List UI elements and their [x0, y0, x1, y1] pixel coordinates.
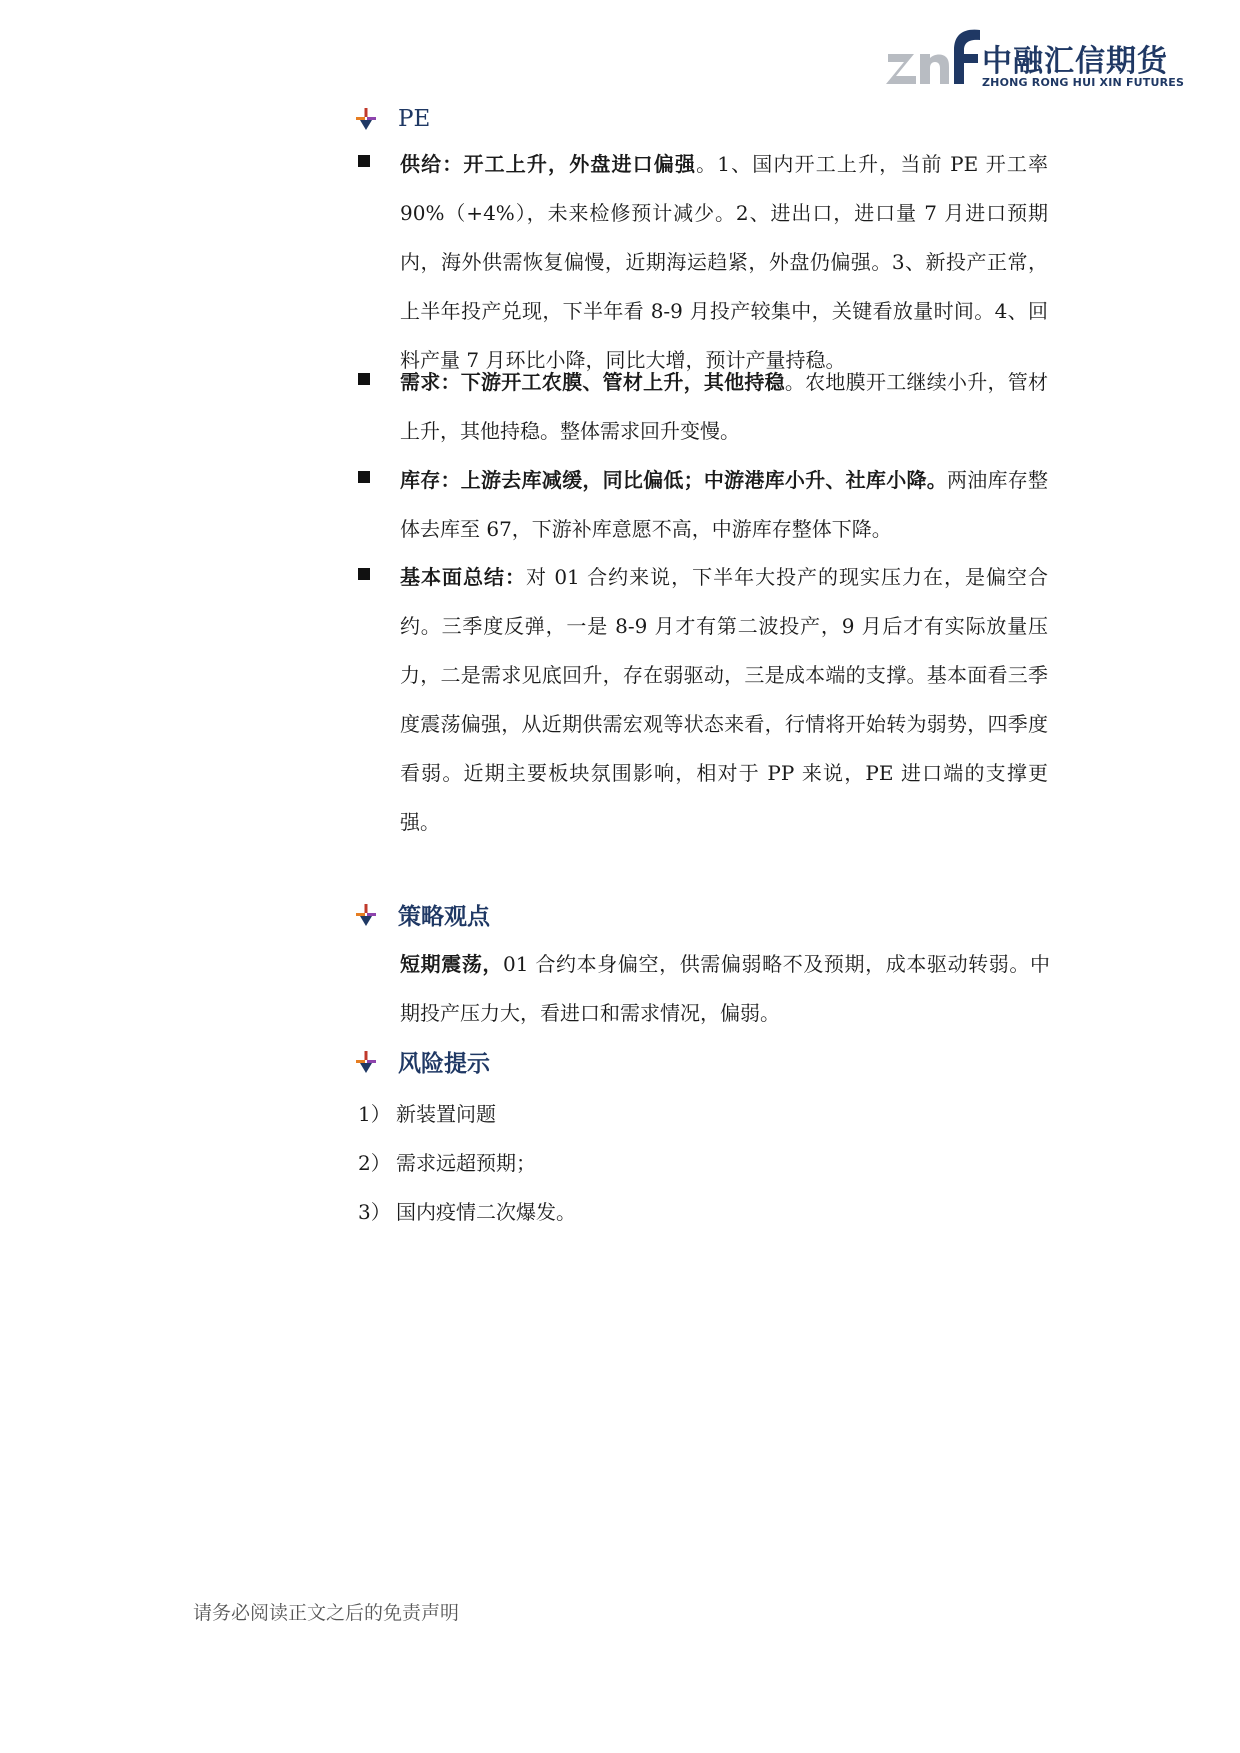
bullet-text: 。农地膜开工继续小升，管材上升，其他持稳。整体需求回升变慢。 [400, 370, 1049, 443]
logo-chinese-name: 中融汇信期货 [982, 44, 1168, 79]
square-bullet-icon [358, 155, 370, 167]
risk-item [358, 1147, 536, 1176]
section-heading-pe [356, 106, 430, 132]
risk-item-number: 1） [358, 1102, 391, 1126]
strategy-text: 01 合约本身偏空，供需偏弱略不及预期，成本驱动转弱。中期投产压力大，看进口和需求情况，偏弱。 [400, 952, 1050, 1025]
znf-logo-icon [884, 24, 982, 94]
section-heading-strategy [356, 898, 490, 931]
risk-item-text: 需求远超预期； [396, 1151, 536, 1175]
bullet-paragraph [400, 456, 1048, 554]
bullet-demand [358, 358, 1048, 456]
bullet-paragraph [400, 358, 1048, 456]
strategy-paragraph [400, 940, 1050, 1038]
section-title: 风险提示 [398, 1051, 490, 1077]
company-logo [884, 24, 1185, 94]
bullet-text: 对 01 合约来说，下半年大投产的现实压力在，是偏空合约。三季度反弹，一是 8-9 月才有第二波投产，9 月后才有实际放量压力，二是需求见底回升，存在弱驱动，三是成本端的支撑。基本面看三季度震荡偏强，从近期供需宏观等状态来看，行情将开始转为弱势，四季度看弱。近期主要板块氛围影响，相对于 PP 来说，PE 进口端的支撑更强。 [400, 565, 1048, 834]
bullet-paragraph [400, 553, 1048, 847]
risk-item [358, 1098, 496, 1127]
arrow-down-icon [356, 1051, 376, 1073]
bullet-lead: 库存：上游去库减缓，同比偏低；中游港库小升、社库小降。 [400, 468, 947, 492]
arrow-down-icon [356, 108, 376, 130]
arrow-down-icon [356, 904, 376, 926]
square-bullet-icon [358, 471, 370, 483]
section-title: PE [398, 106, 431, 132]
footer-disclaimer: 请务必阅读正文之后的免责声明 [193, 1602, 460, 1624]
risk-item-number: 2） [358, 1151, 391, 1175]
strategy-lead: 短期震荡， [400, 952, 504, 976]
bullet-supply [358, 140, 1048, 385]
section-heading-risk [356, 1045, 490, 1078]
square-bullet-icon [358, 373, 370, 385]
bullet-lead: 供给：开工上升，外盘进口偏强 [400, 152, 697, 176]
risk-item [358, 1196, 576, 1225]
bullet-paragraph [400, 140, 1048, 385]
strategy-paragraph-block [400, 940, 1050, 1038]
bullet-lead: 基本面总结： [400, 565, 526, 589]
section-title: 策略观点 [398, 904, 490, 930]
square-bullet-icon [358, 568, 370, 580]
bullet-inventory [358, 456, 1048, 554]
risk-item-text: 国内疫情二次爆发。 [396, 1200, 576, 1224]
risk-item-text: 新装置问题 [396, 1102, 496, 1126]
risk-item-number: 3） [358, 1200, 391, 1224]
bullet-fundamentals [358, 553, 1048, 847]
bullet-lead: 需求：下游开工农膜、管材上升，其他持稳 [400, 370, 785, 394]
bullet-text: 两油库存整体去库至 67，下游补库意愿不高，中游库存整体下降。 [400, 468, 1049, 541]
bullet-text: 。1、国内开工上升，当前 PE 开工率 90%（+4%），未来检修预计减少。2、进出口，进口量 7 月进口预期内，海外供需恢复偏慢，近期海运趋紧，外盘仍偏强。3、新投产正常，上半年投产兑现，下半年看 8-9 月投产较集中，关键看放量时间。4、回料产量 7 月环比小降，同比大增，预计产量持稳。 [400, 152, 1049, 372]
logo-english-name: ZHONG RONG HUI XIN FUTURES [982, 76, 1185, 89]
